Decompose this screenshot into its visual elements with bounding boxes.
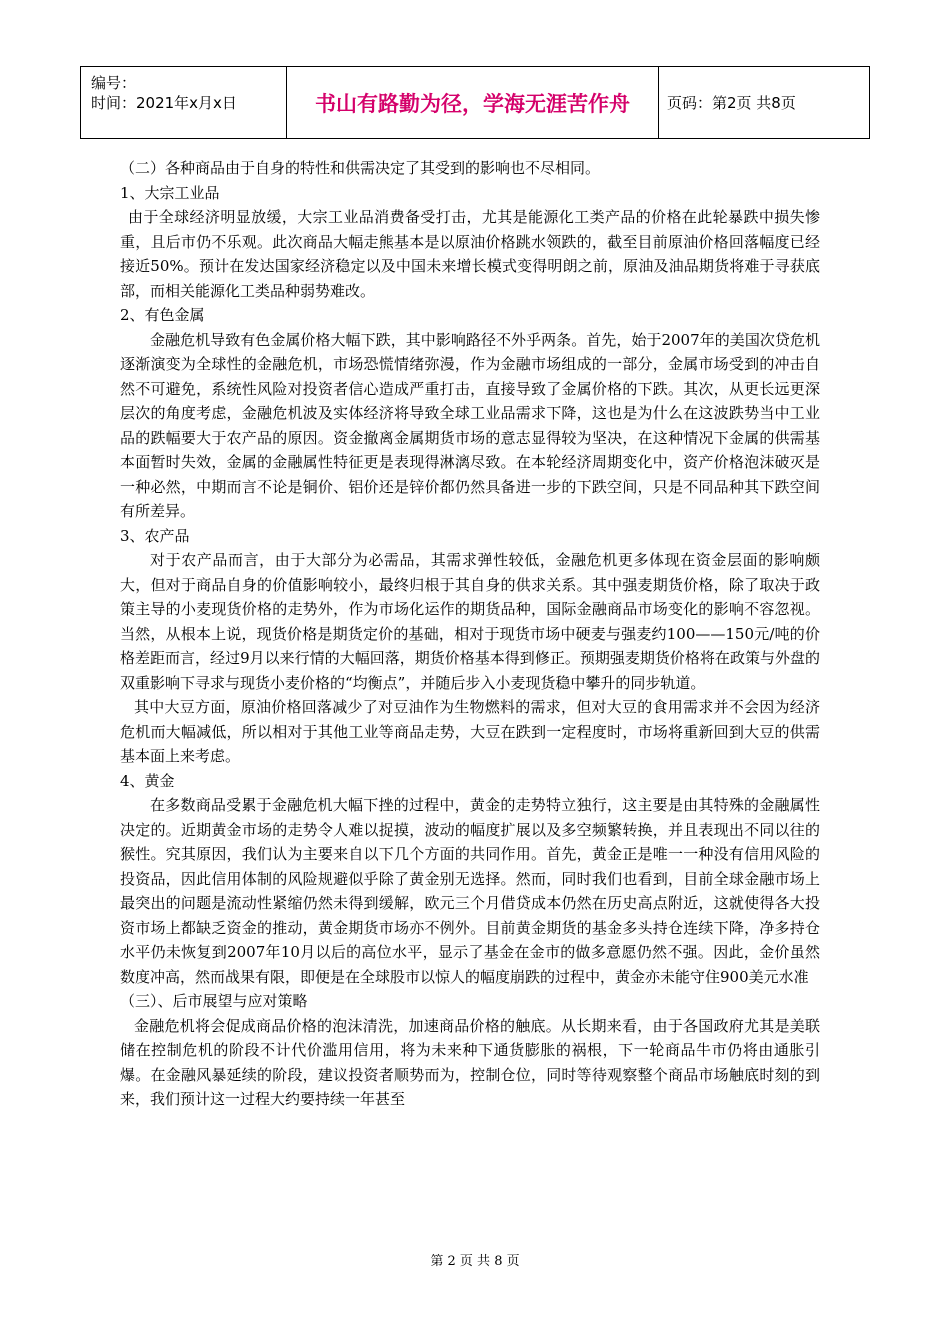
paragraph-soybean: 其中大豆方面，原油价格回落减少了对豆油作为生物燃料的需求，但对大豆的食用需求并不会因为经济危机而大幅减低，所以相对于其他工业等商品走势，大豆在跌到一定程度时，市场将重新回到大豆的供需基本面上来考虑。 [120, 698, 820, 765]
document-date: 时间：2021年x月x日 [91, 94, 237, 112]
header-meta [81, 67, 287, 138]
subsection-heading-agriculture: 3、农产品 [120, 526, 190, 545]
header-page-number: 页码：第2页 共8页 [667, 94, 796, 112]
document-number: 编号： [91, 74, 137, 92]
paragraph-metals: 金融危机导致有色金属价格大幅下跌，其中影响路径不外乎两条。首先，始于2007年的美国次贷危机逐渐演变为全球性的金融危机，市场恐慌情绪弥漫，作为金融市场组成的一部分，金属市场受到的冲击自然不可避免，系统性风险对投资者信心造成严重打击，直接导致了金属价格的下跌。其次，从更长远更深层次的角度考虑，金融危机波及实体经济将导致全球工业品需求下降，这也是为什么在这波跌势当中工业品的跌幅要大于农产品的原因。资金撤离金属期货市场的意志显得较为坚决，在这种情况下金属的供需基本面暂时失效，金属的金融属性特征更是表现得淋漓尽致。在本轮经济周期变化中，资产价格泡沫破灭是一种必然，中期而言不论是铜价、铝价还是锌价都仍然具备进一步的下跌空间，只是不同品种其下跌空间有所差异。 [120, 330, 820, 520]
subsection-heading-gold: 4、黄金 [120, 771, 175, 790]
section-heading-3: （三）、后市展望与应对策略 [120, 992, 308, 1010]
page-header [80, 66, 870, 139]
subsection-heading-metals: 2、有色金属 [120, 306, 205, 324]
paragraph-agriculture: 对于农产品而言，由于大部分为必需品，其需求弹性较低，金融危机更多体现在资金层面的影响颇大，但对于商品自身的价值影响较小，最终归根于其自身的供求关系。其中强麦期货价格，除了取决于政策主导的小麦现货价格的走势外，作为市场化运作的期货品种，国际金融商品市场变化的影响不容忽视。当然，从根本上说，现货价格是期货定价的基础，相对于现货市场中硬麦与强麦约100——150元/吨的价格差距而言，经过9月以来行情的大幅回落，期货价格基本得到修正。预期强麦期货价格将在政策与外盘的双重影响下寻求与现货小麦价格的“均衡点”，并随后步入小麦现货稳中攀升的同步轨道。 [120, 551, 820, 692]
page-footer: 第 2 页 共 8 页 [430, 1254, 520, 1269]
paragraph-outlook: 金融危机将会促成商品价格的泡沫清洗，加速商品价格的触底。从长期来看，由于各国政府尤其是美联储在控制危机的阶段不计代价滥用信用，将为未来种下通货膨胀的祸根，下一轮商品牛市仍将由通胀引爆。在金融风暴延续的阶段，建议投资者顺势而为，控制仓位，同时等待观察整个商品市场触底时刻的到来，我们预计这一过程大约要持续一年甚至 [120, 1016, 820, 1108]
subsection-heading-industrial: 1、大宗工业品 [120, 183, 220, 202]
section-heading-2: （二）各种商品由于自身的特性和供需决定了其受到的影响也不尽相同。 [120, 159, 601, 177]
document-body [120, 156, 820, 1112]
paragraph-industrial: 由于全球经济明显放缓，大宗工业品消费备受打击，尤其是能源化工类产品的价格在此轮暴跌中损失惨重，且后市仍不乐观。此次商品大幅走熊基本是以原油价格跳水领跌的，截至目前原油价格回落幅度已经接近50%。预计在发达国家经济稳定以及中国未来增长模式变得明朗之前，原油及油品期货将难于寻获底部，而相关能源化工类品种弱势难改。 [120, 208, 820, 300]
header-motto: 书山有路勤为径，学海无涯苦作舟 [287, 67, 659, 138]
paragraph-gold: 在多数商品受累于金融危机大幅下挫的过程中，黄金的走势特立独行，这主要是由其特殊的金融属性决定的。近期黄金市场的走势令人难以捉摸，波动的幅度扩展以及多空频繁转换，并且表现出不同以往的猴性。究其原因，我们认为主要来自以下几个方面的共同作用。首先，黄金正是唯一一种没有信用风险的投资品，因此信用体制的风险规避似乎除了黄金别无选择。然而，同时我们也看到，目前全球金融市场上最突出的问题是流动性紧缩仍然未得到缓解，欧元三个月借贷成本仍然在历史高点附近，这就使得各大投资市场上都缺乏资金的推动，黄金期货市场亦不例外。目前黄金期货的基金多头持仓连续下降，净多持仓水平仍未恢复到2007年10月以后的高位水平，显示了基金在金市的做多意愿仍然不强。因此，金价虽然数度冲高，然而战果有限，即便是在全球股市以惊人的幅度崩跌的过程中，黄金亦未能守住900美元水准 [120, 796, 820, 986]
